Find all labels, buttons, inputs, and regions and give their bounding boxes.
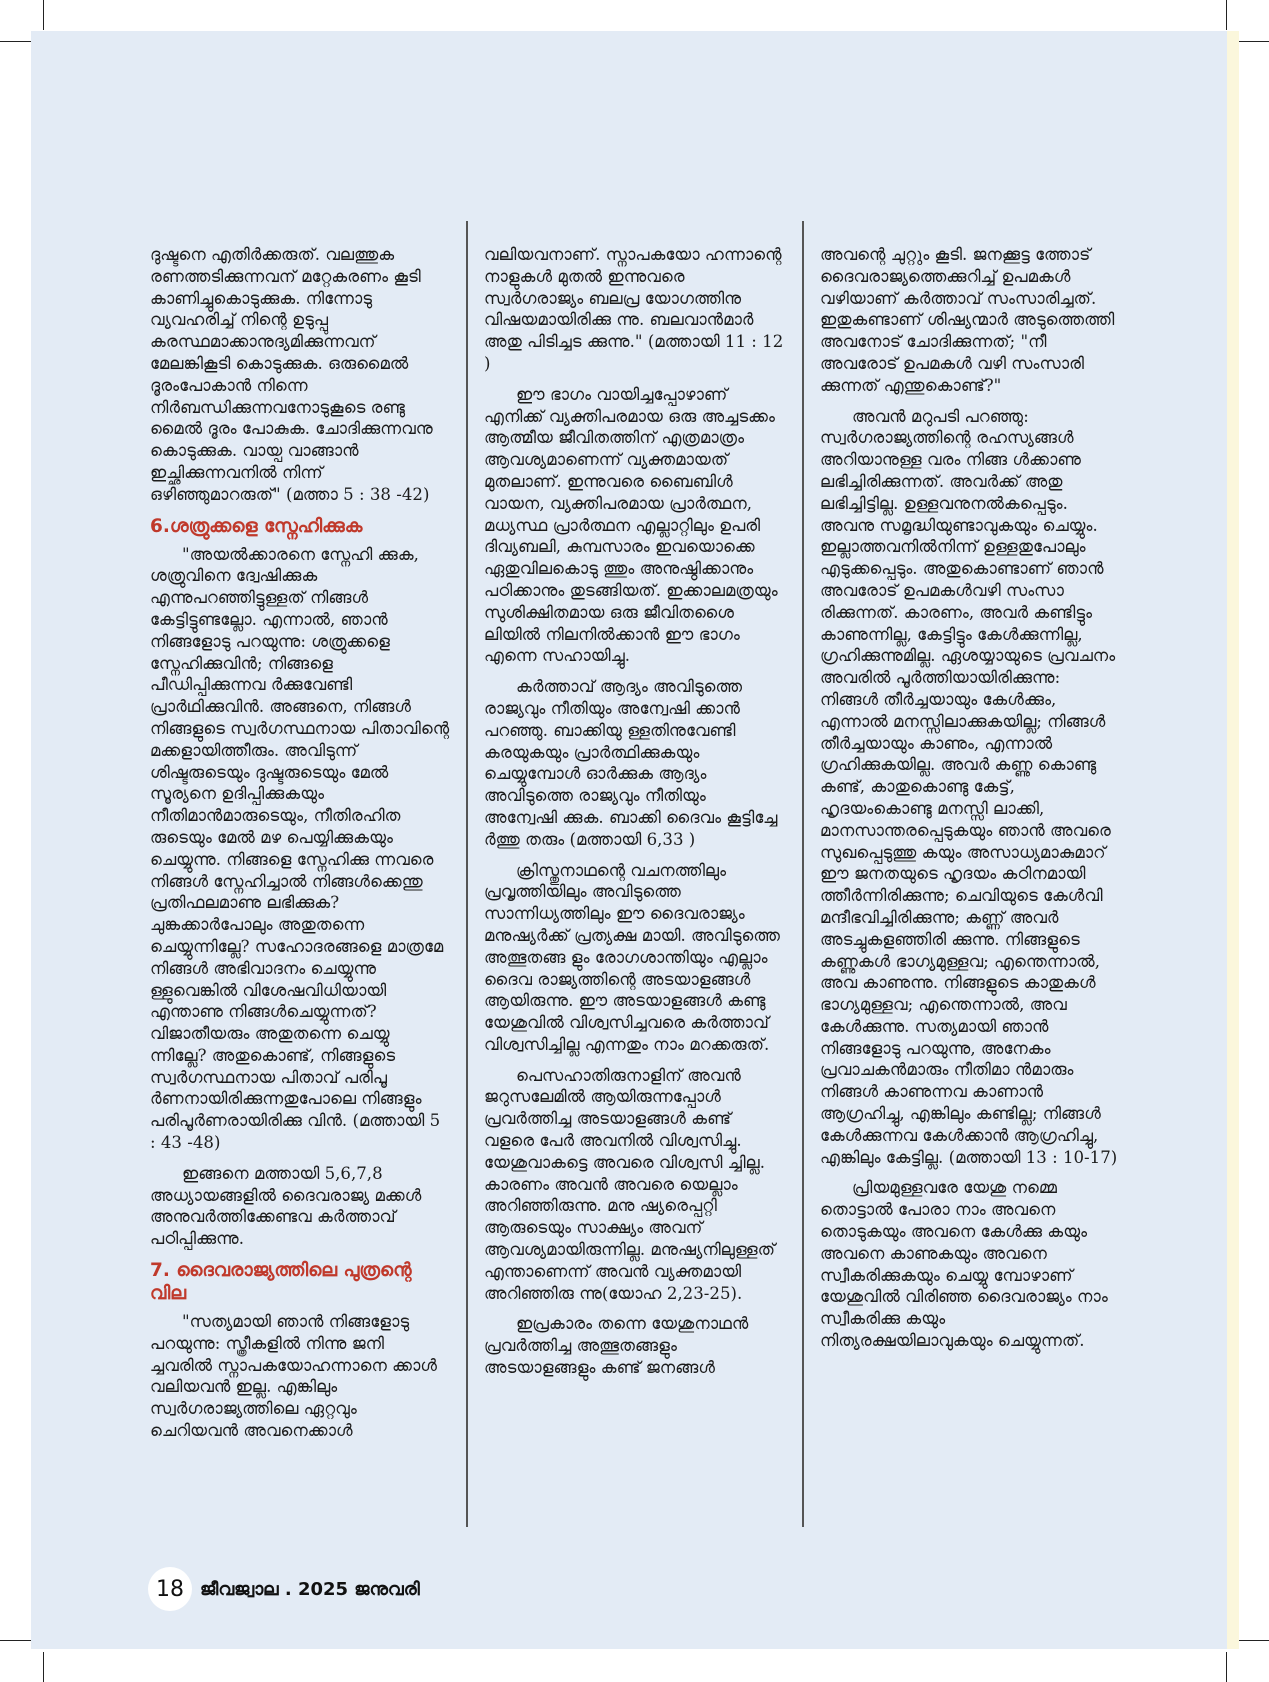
paragraph: പെസഹാതിരുനാളിന് അവൻ ജറുസലേമിൽ ആയിരുന്നപ്പോൾ പ്രവർത്തിച്ച അടയാളങ്ങൾ കണ്ട് വളരെ പേർ അവനിൽ വിശ്വസിച്ചു. യേശുവാകട്ടെ അവരെ വിശ്വസി ച്ചില്ല. കാരണം അവൻ അവരെ യെല്ലാം അറിഞ്ഞിരുന്നു. മനു ഷ്യരെപ്പറ്റി ആരുടെയും സാക്ഷ്യം അവന് ആവശ്യമായിരുന്നില്ല. മനുഷ്യനിലുള്ളത് എന്താണെന്ന് അവൻ വ്യക്തമായി അറിഞ്ഞിരു ന്നു(യോഹ 2,23-25). (484, 1065, 776, 1303)
page-footer (148, 1567, 420, 1611)
column-divider (802, 221, 804, 1527)
paragraph: അവന്റെ ചുറ്റും കൂടി. ജനക്കൂട്ട ത്തോട് ദൈവരാജ്യത്തെക്കുറിച്ച് ഉപമകൾ വഴിയാണ് കർത്താവ് സംസാരിച്ചത്. ഇതുകണ്ടാണ് ശിഷ്യന്മാർ അടുത്തെത്തി അവനോട് ചോദിക്കുന്നത്; "നീ അവരോട് ഉപമകൾ വഴി സംസാരി ക്കുന്നത് എന്തുകൊണ്ട്?" (820, 245, 1115, 395)
paragraph: ഇപ്രകാരം തന്നെ യേശുനാഥൻ പ്രവർത്തിച്ച അത്ഭുതങ്ങളും അടയാളങ്ങളും കണ്ട് ജനങ്ങൾ (484, 1314, 749, 1378)
section-heading: 6.ശത്രുക്കളെ സ്നേഹിക്കുക (150, 515, 363, 537)
paragraph: ദുഷ്ടനെ എതിർക്കരുത്. വലത്തുക രണത്തടിക്കുന്നവന് മറ്റേകരണം കൂടി കാണിച്ചുകൊടുക്കുക. നിന്നോടു വ്യവഹരിച്ച് നിന്റെ ഉടുപ്പു കരസ്ഥമാക്കാനുദ്യമിക്കുന്നവന് മേലങ്കികൂടി കൊടുക്കുക. ഒരുമൈൽ ദൂരംപോകാൻ നിന്നെ നിർബന്ധിക്കുന്നവനോടുകൂടെ രണ്ടു മൈൽ ദൂരം പോകുക. ചോദിക്കുന്നവനു കൊടുക്കുക. വായ്പ വാങ്ങാൻ ഇച്ഛിക്കുന്നവനിൽ നിന്ന് ഒഴിഞ്ഞുമാറരുത്" (മത്താ 5 : 38 -42) (150, 245, 433, 504)
crop-mark (1237, 1640, 1269, 1641)
article-column-2 (484, 244, 784, 1388)
paragraph: കർത്താവ് ആദ്യം അവിടുത്തെ രാജ്യവും നീതിയും അന്വേഷി ക്കാൻ പറഞ്ഞു. ബാക്കിയു ള്ളതിനുവേണ്ടി കരയുകയും പ്രാർത്ഥിക്കുകയും ചെയ്യുമ്പോൾ ഓർക്കുക ആദ്യം അവിടുത്തെ രാജ്യവും നീതിയും അന്വേഷി ക്കുക. ബാക്കി ദൈവം കൂട്ടിച്ചേ ർത്തു തരും (മത്തായി 6,33 ) (484, 677, 778, 849)
page-edge-strip (1227, 31, 1239, 1649)
paragraph: പ്രിയമുള്ളവരേ യേശു നമ്മെ തൊട്ടാൽ പോരാ നാം അവനെ തൊടുകയും അവനെ കേൾക്കു കയും അവനെ കാണുകയും അവനെ സ്വീകരിക്കുകയും ചെയ്യു മ്പോഴാണ് യേശുവിൽ വിരിഞ്ഞ ദൈവരാജ്യം നാം സ്വീകരിക്കു കയും നിത്യരക്ഷയിലാവുകയും ചെയ്യുന്നത്. (820, 1178, 1108, 1351)
publication-name: ജീവജ്വാല . 2025 ജനുവരി (200, 1578, 420, 1600)
section-heading: 7. ദൈവരാജ്യത്തിലെ പുത്രന്റെ വില (150, 1260, 412, 1305)
paragraph: "സത്യമായി ഞാൻ നിങ്ങളോടു പറയുന്നു: സ്ത്രീകളിൽ നിന്നു ജനി ച്ചവരിൽ സ്നാപകയോഹന്നാനെ ക്കാൾ വലിയവൻ ഇല്ല. എങ്കിലും സ്വർഗരാജ്യത്തിലെ ഏറ്റവും ചെറിയവൻ അവനെക്കാൾ (150, 1312, 438, 1441)
crop-mark (1226, 0, 1227, 30)
crop-mark (1226, 1652, 1227, 1682)
paragraph: അവൻ മറുപടി പറഞ്ഞു: സ്വർഗരാജ്യത്തിന്റെ രഹസ്യങ്ങൾ അറിയാനുള്ള വരം നിങ്ങ ൾക്കാണു ലഭിച്ചിരിക്കുന്നത്. അവർക്ക് അതു ലഭിച്ചിട്ടില്ല. ഉള്ളവനുനൽകപ്പെടും. അവനു സമൃദ്ധിയുണ്ടാവുകയും ചെയ്യും. ഇല്ലാത്തവനിൽനിന്ന് ഉള്ളതുപോലും എടുക്കപ്പെടും. അതുകൊണ്ടാണ് ഞാൻ അവരോട് ഉപമകൾവഴി സംസാ രിക്കുന്നത്. കാരണം, അവർ കണ്ടിട്ടും കാണുന്നില്ല, കേട്ടിട്ടും കേൾക്കുന്നില്ല, ഗ്രഹിക്കുന്നുമില്ല. ഏശയ്യായുടെ പ്രവചനം അവരിൽ പൂർത്തിയായിരിക്കുന്നു: നിങ്ങൾ തീർച്ചയായും കേൾക്കും, എന്നാൽ മനസ്സിലാക്കുകയില്ല; നിങ്ങൾ തീർച്ചയായും കാണും, എന്നാൽ ഗ്രഹിക്കുകയില്ല. അവർ കണ്ണു കൊണ്ടു കണ്ട്, കാതുകൊണ്ടു കേട്ട്, ഹൃദയംകൊണ്ടു മനസ്സി ലാക്കി, മാനസാന്തരപ്പെടുകയും ഞാൻ അവരെ സുഖപ്പെടുത്തു കയും അസാധ്യമാകുമാറ് ഈ ജനതയുടെ ഹൃദയം കഠിനമായി ത്തീർന്നിരിക്കുന്നു; ചെവിയുടെ കേൾവി മന്ദീഭവിച്ചിരിക്കുന്നു; കണ്ണ് അവർ അടച്ചുകളഞ്ഞിരി ക്കുന്നു. നിങ്ങളുടെ കണ്ണുകൾ ഭാഗ്യമുള്ളവ; എന്തെന്നാൽ, അവ കാണുന്നു. നിങ്ങളുടെ കാതുകൾ ഭാഗ്യമുള്ളവ; എന്തെന്നാൽ, അവ കേൾക്കുന്നു. സത്യമായി ഞാൻ നിങ്ങളോടു പറയുന്നു, അനേകം പ്രവാചകൻമാരും നീതിമാ ൻമാരും നിങ്ങൾ കാണുന്നവ കാണാൻ ആഗ്രഹിച്ചു, എങ്കിലും കണ്ടില്ല; നിങ്ങൾ കേൾക്കുന്നവ കേൾക്കാൻ ആഗ്രഹിച്ചു, എങ്കിലും കേട്ടില്ല. (മത്തായി 13 : 10-17) (820, 406, 1118, 1167)
paragraph: ഈ ഭാഗം വായിച്ചപ്പോഴാണ് എനിക്ക് വ്യക്തിപരമായ ഒരു അച്ചടക്കം ആത്മീയ ജീവിതത്തിന് എത്രമാത്രം ആവശ്യമാണെന്ന് വ്യക്തമായത് മുതലാണ്. ഇന്നുവരെ ബൈബിൾ വായന, വ്യക്തിപരമായ പ്രാർത്ഥന, മധ്യസ്ഥ പ്രാർത്ഥന എല്ലാറ്റിലും ഉപരി ദിവ്യബലി, കുമ്പസാരം ഇവയൊക്കെ ഏതുവിലകൊടു ത്തും അനുഷ്ഠിക്കാനും പഠിക്കാനും തുടങ്ങിയത്. ഇക്കാലമത്രയും സുശിക്ഷിതമായ ഒരു ജീവിതശൈ ലിയിൽ നിലനിൽക്കാൻ ഈ ഭാഗം എന്നെ സഹായിച്ചു. (484, 384, 778, 666)
article-column-3 (820, 244, 1120, 1361)
page-number: 18 (148, 1567, 192, 1611)
crop-mark (0, 1640, 32, 1641)
crop-mark (1237, 41, 1269, 42)
paragraph: "അയൽക്കാരനെ സ്നേഹി ക്കുക, ശത്രുവിനെ ദ്വേഷിക്കുക എന്നുപറഞ്ഞിട്ടുള്ളത് നിങ്ങൾ കേട്ടിട്ടുണ്ടല്ലോ. എന്നാൽ, ഞാൻ നിങ്ങളോടു പറയുന്നു: ശത്രുക്കളെ സ്നേഹിക്കുവിൻ; നിങ്ങളെ പീഡിപ്പിക്കുന്നവ ർക്കുവേണ്ടി പ്രാർഥിക്കുവിൻ. അങ്ങനെ, നിങ്ങൾ നിങ്ങളുടെ സ്വർഗസ്ഥനായ പിതാവിന്റെ മക്കളായിത്തീരും. അവിടുന്ന് ശിഷ്ടരുടെയും ദുഷ്ടരുടെയും മേൽ സൂര്യനെ ഉദിപ്പിക്കുകയും നീതിമാൻമാരുടെയും, നീതിരഹിത രുടെയും മേൽ മഴ പെയ്യിക്കുകയും ചെയ്യുന്നു. നിങ്ങളെ സ്നേഹിക്കു ന്നവരെ നിങ്ങൾ സ്നേഹിച്ചാൽ നിങ്ങൾക്കെന്തു പ്രതിഫലമാണു ലഭിക്കുക? ചുങ്കക്കാർപോലും അതുതന്നെ ചെയ്യുന്നില്ലേ? സഹോദരങ്ങളെ മാത്രമേ നിങ്ങൾ അഭിവാദനം ചെയ്യുന്നു ള്ളുവെങ്കിൽ വിശേഷവിധിയായി എന്താണു നിങ്ങൾചെയ്യുന്നത്? വിജാതീയരും അതുതന്നെ ചെയ്യു ന്നില്ലേ? അതുകൊണ്ട്, നിങ്ങളുടെ സ്വർഗസ്ഥനായ പിതാവ് പരിപൂ ർണനായിരിക്കുന്നതുപോലെ നിങ്ങളും പരിപൂർണരായിരിക്കു വിൻ. (മത്തായി 5 : 43 -48) (150, 544, 450, 1153)
crop-mark (0, 41, 32, 42)
paragraph: ഇങ്ങനെ മത്തായി 5,6,7,8 അധ്യായങ്ങളിൽ ദൈവരാജ്യ മക്കൾ അനുവർത്തിക്കേണ്ടവ കർത്താവ് പഠിപ്പിക്കുന്നു. (150, 1163, 422, 1249)
crop-mark (43, 1652, 44, 1682)
article-column-1 (150, 244, 450, 1451)
column-divider (466, 221, 468, 1527)
paragraph: വലിയവനാണ്. സ്നാപകയോ ഹന്നാന്റെ നാളുകൾ മുതൽ ഇന്നുവരെ സ്വർഗരാജ്യം ബലപ്ര യോഗത്തിനു വിഷയമായിരിക്കു ന്നു. ബലവാൻമാർ അതു പിടിച്ചട ക്കുന്നു." (മത്തായി 11 : 12 ) (484, 245, 784, 373)
paragraph: ക്രിസ്തുനാഥന്റെ വചനത്തിലും പ്രവൃത്തിയിലും അവിടുത്തെ സാന്നിധ്യത്തിലും ഈ ദൈവരാജ്യം മനുഷ്യർക്ക് പ്രത്യക്ഷ മായി. അവിടുത്തെ അത്ഭുതങ്ങ ളും രോഗശാന്തിയും എല്ലാം ദൈവ രാജ്യത്തിന്റെ അടയാളങ്ങൾ ആയിരുന്നു. ഈ അടയാളങ്ങൾ കണ്ടു യേശുവിൽ വിശ്വസിച്ചവരെ കർത്താവ് വിശ്വസിച്ചില്ല എന്നതും നാം മറക്കരുത്. (484, 860, 781, 1054)
crop-mark (43, 0, 44, 30)
